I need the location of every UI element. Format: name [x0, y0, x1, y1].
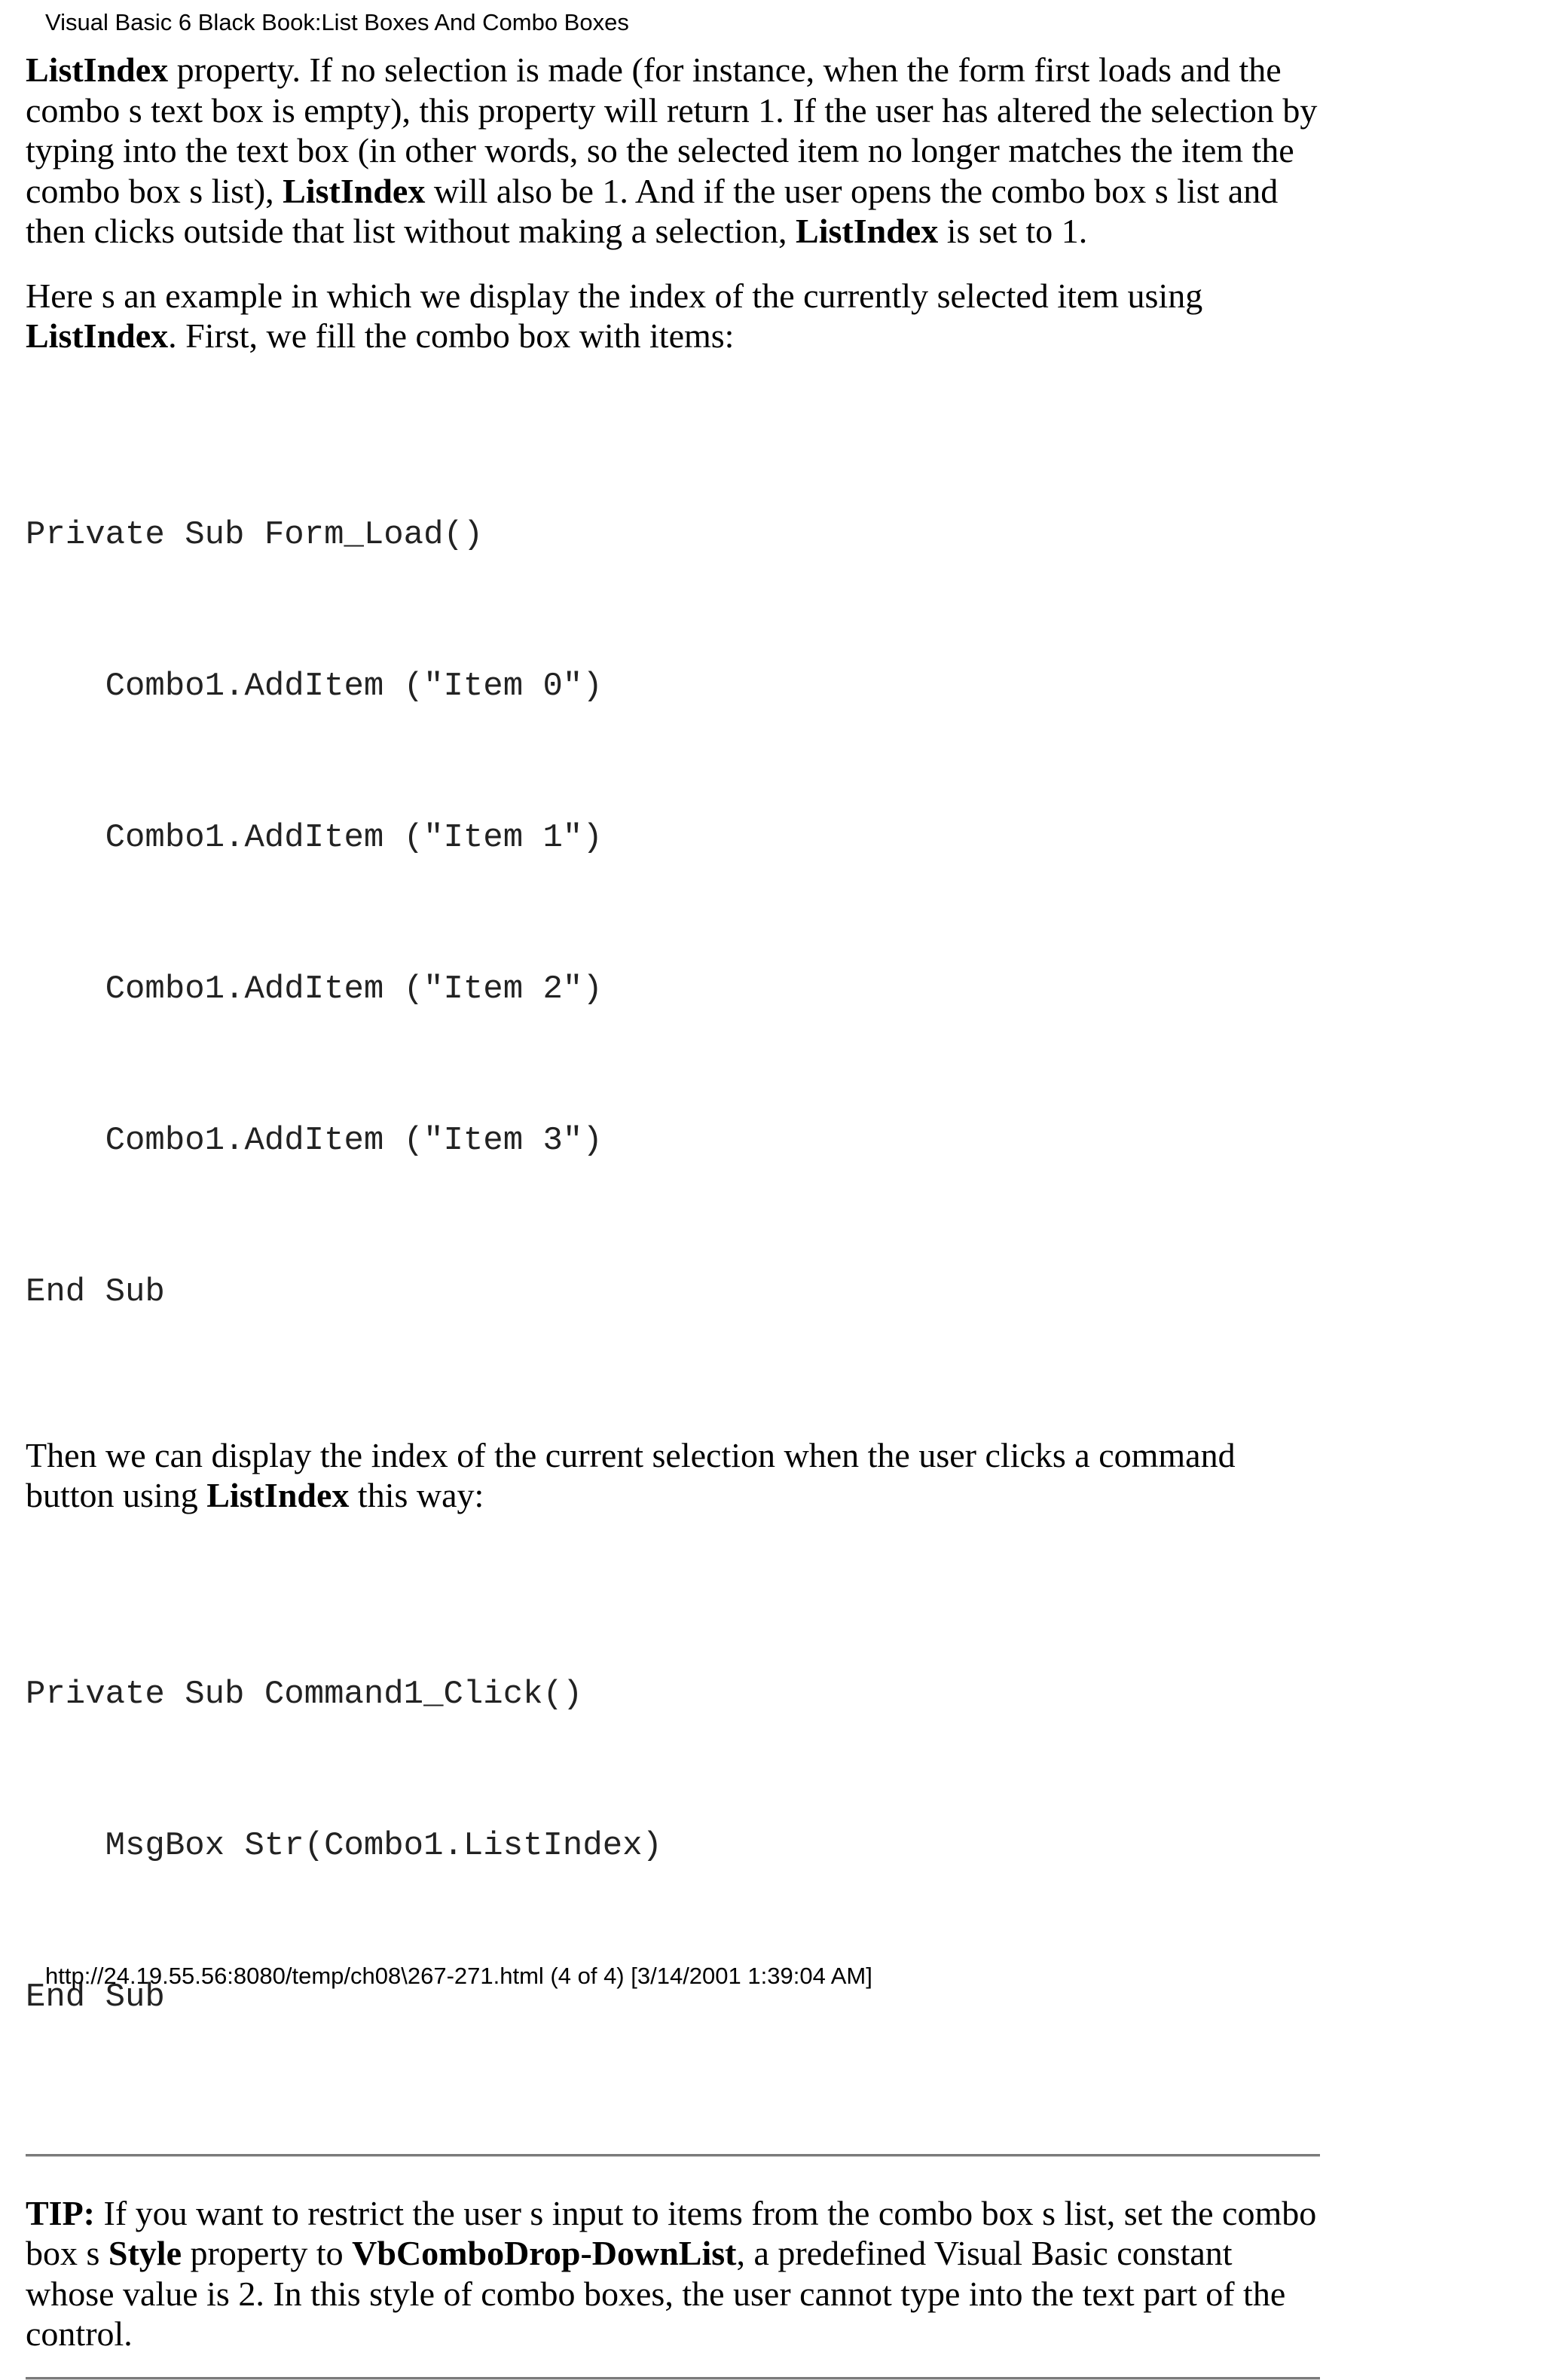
paragraph-example-intro: [26, 276, 1321, 356]
tip-text: , a predefined Visual Basic constant whose value is 2. In this style of combo boxes, the user cannot type into the text part of the control.: [26, 2234, 1286, 2353]
bold-term-listindex: ListIndex: [796, 212, 939, 250]
paragraph-text: property. If no selection is made (for instance, when the form first loads and the combo s text box is empty), this property will return 1. If the user has altered the selection by typing into the text box (in other words, so the selected item no longer matches the item the combo box s list),: [26, 50, 1318, 210]
tip-box: [26, 2193, 1321, 2354]
code-line: Private Sub Form_Load(): [26, 515, 484, 554]
paragraph-text: will also be 1. And if the user opens the combo box s list and then clicks outside that list without making a selection,: [26, 171, 1279, 250]
code-block-command-click: [26, 1569, 1321, 2124]
code-line: Private Sub Command1_Click(): [26, 1675, 583, 1713]
bold-term-constant: VbComboDrop-DownList: [352, 2234, 737, 2272]
paragraph-listindex-intro: [26, 50, 1321, 252]
code-line: Combo1.AddItem ("Item 2"): [26, 970, 603, 1008]
paragraph-text: is set to 1.: [938, 212, 1088, 250]
bold-term-listindex: ListIndex: [26, 316, 169, 355]
page-header-title: Visual Basic 6 Black Book:List Boxes And Combo Boxes: [45, 9, 629, 35]
page-footer-url: http://24.19.55.56:8080/temp/ch08\267-271.html (4 of 4) [3/14/2001 1:39:04 AM]: [45, 1963, 872, 1989]
horizontal-divider: [26, 2377, 1320, 2380]
bold-term-listindex: ListIndex: [26, 50, 169, 89]
paragraph-text: this way:: [349, 1476, 484, 1514]
code-line: MsgBox Str(Combo1.ListIndex): [26, 1826, 662, 1865]
document-body: [26, 50, 1321, 2380]
paragraph-text: Then we can display the index of the current selection when the user clicks a command button using: [26, 1435, 1236, 1514]
tip-label: TIP:: [26, 2193, 95, 2232]
code-line: Combo1.AddItem ("Item 3"): [26, 1121, 603, 1159]
code-line: Combo1.AddItem ("Item 0"): [26, 667, 603, 705]
tip-text: property to: [182, 2234, 353, 2272]
paragraph-command-intro: [26, 1435, 1321, 1516]
code-line: Combo1.AddItem ("Item 1"): [26, 818, 603, 857]
bold-term-listindex: ListIndex: [283, 171, 426, 210]
code-line: End Sub: [26, 1272, 165, 1311]
horizontal-divider: [26, 2154, 1320, 2157]
tip-text: If you want to restrict the user s input to items from the combo box s list, set the combo box s: [26, 2193, 1317, 2272]
bold-term-listindex: ListIndex: [206, 1476, 350, 1514]
code-line: End Sub: [26, 1978, 165, 2016]
paragraph-text: . First, we fill the combo box with items:: [168, 316, 735, 355]
bold-term-style: Style: [108, 2234, 182, 2272]
code-block-form-load: [26, 409, 1321, 1419]
paragraph-text: Here s an example in which we display the index of the currently selected item using: [26, 276, 1203, 315]
